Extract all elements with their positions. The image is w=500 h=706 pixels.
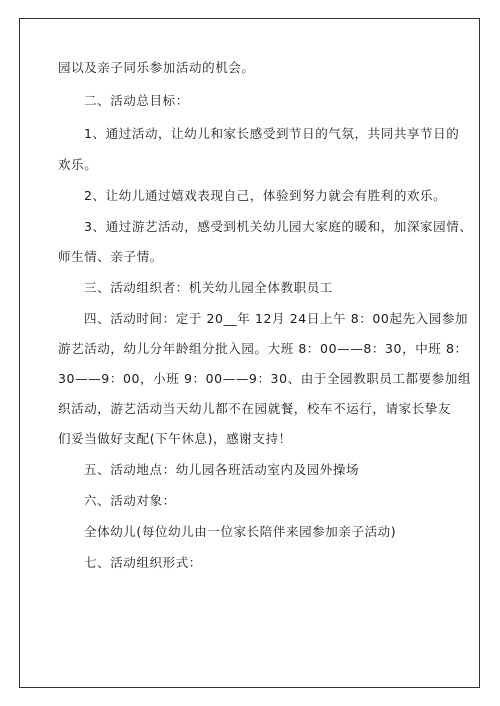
section-heading-goals: 二、活动总目标： <box>84 93 189 108</box>
section-heading-audience: 六、活动对象： <box>84 493 176 508</box>
section-heading-time: 四、活动时间：定于 20__年 12月 24日上午 8：00起先入园参加 <box>84 311 469 326</box>
paragraph-line: 织活动，游艺活动当天幼儿都不在园就餐，校车不运行，请家长挚友 <box>58 401 452 416</box>
paragraph-line: 欢乐。 <box>58 157 98 172</box>
paragraph-line: 园以及亲子同乐参加活动的机会。 <box>58 60 255 75</box>
paragraph-line: 全体幼儿(每位幼儿由一位家长陪伴来园参加亲子活动) <box>84 524 397 539</box>
paragraph-line: 游艺活动，幼儿分年龄组分批入园。大班 8：00——8：30，中班 8： <box>58 341 468 356</box>
section-heading-location: 五、活动地点：幼儿园各班活动室内及园外操场 <box>84 462 360 477</box>
paragraph-line: 们妥当做好支配(下午休息)，感谢支持！ <box>58 431 292 446</box>
paragraph-line: 2、让幼儿通过嬉戏表现自己，体验到努力就会有胜利的欢乐。 <box>84 188 447 203</box>
document-body <box>58 60 473 571</box>
paragraph-line: 1、通过活动，让幼儿和家长感受到节日的气氛，共同共享节日的 <box>84 126 460 141</box>
section-heading-format: 七、活动组织形式： <box>84 555 202 570</box>
paragraph-line: 30——9：00，小班 9：00——9：30、由于全园教职员工都要参加组 <box>58 371 472 386</box>
section-heading-organizer: 三、活动组织者：机关幼儿园全体教职员工 <box>84 280 333 295</box>
paragraph-line: 师生情、亲子情。 <box>58 249 163 264</box>
paragraph-line: 3、通过游艺活动，感受到机关幼儿园大家庭的暖和，加深家园情、 <box>84 219 473 234</box>
